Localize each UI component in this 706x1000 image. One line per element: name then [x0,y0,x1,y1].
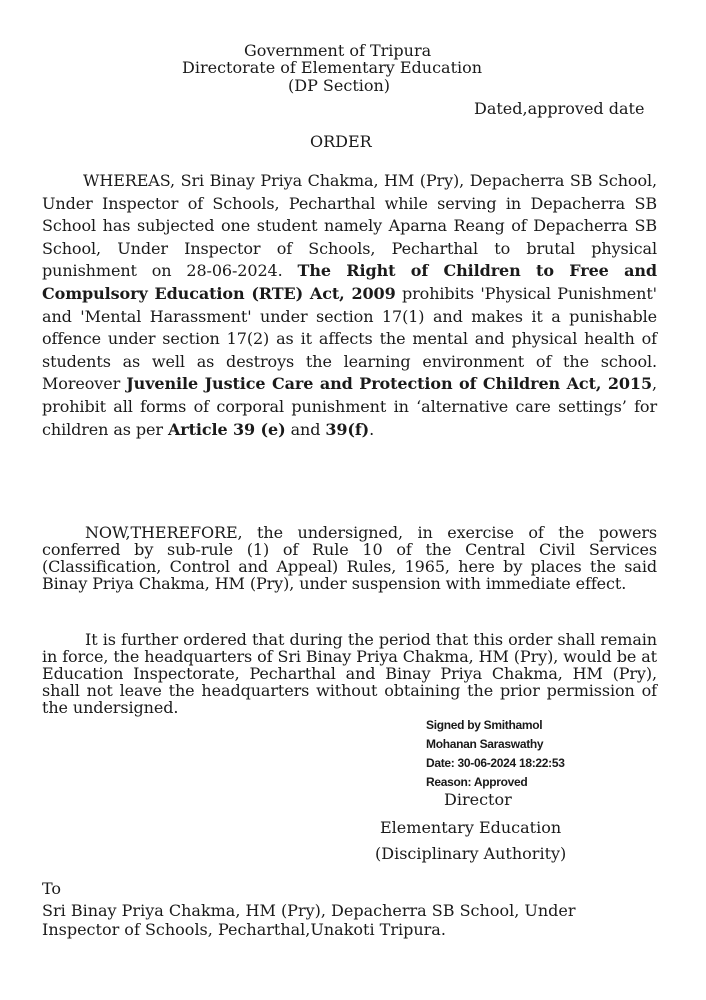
order-title: ORDER [310,132,372,151]
para1-text-4: and [285,419,326,439]
signature-date: Date: 30-06-2024 18:22:53 [426,756,565,770]
para1-text-3: , prohibit all forms of corporal punishment in ‘alternative care settings’ for children as per [42,374,658,439]
government-heading: Government of Tripura [244,41,432,60]
signer-name: Mohanan Saraswathy [426,737,544,751]
article-39e-reference: Article 39 (e) [167,419,286,439]
therefore-paragraph: NOW,THEREFORE, the undersigned, in exercise of the powers conferred by sub-rule (1) of Rule 10 of the Central Civil Services (Classification, Control and Appeal) Rules, 1965, here by places the said Binay Priya Chakma, HM (Pry), under suspension with immediate effect. [42,523,657,593]
para1-text-2: prohibits 'Physical Punishment' and 'Mental Harassment' under section 17(1) and makes it a punishable offence under section 17(2) as it affects the mental and physical health of students as well as destroys the learning environment of the school. Moreover [42,283,657,394]
section-heading: (DP Section) [288,76,391,95]
signed-by: Signed by Smithamol [426,718,543,732]
further-ordered-paragraph: It is further ordered that during the period that this order shall remain in force, the headquarters of Sri Binay Priya Chakma, HM (Pry), would be at Education Inspectorate, Pecharthal and Binay Priya Chakma, HM (Pry), shall not leave the headquarters without obtaining the prior permission of the undersigned. [42,630,657,717]
para1-text-5: . [369,419,375,439]
signatory-department: Elementary Education [380,818,562,837]
directorate-heading: Directorate of Elementary Education [182,58,483,77]
rte-act-reference: The Right of Children to Free and Compulsory Education (RTE) Act, 2009 [42,261,657,303]
recipient-line-2: Inspector of Schools, Pecharthal,Unakoti Tripura. [42,920,446,939]
recipient-to: To [42,879,62,898]
signature-reason: Reason: Approved [426,775,528,789]
whereas-paragraph [42,170,657,441]
juvenile-justice-act-reference: Juvenile Justice Care and Protection of Children Act, 2015 [126,374,653,394]
digital-signature-block [426,716,565,792]
recipient-line-1: Sri Binay Priya Chakma, HM (Pry), Depacherra SB School, Under [42,901,576,920]
signatory-authority: (Disciplinary Authority) [375,844,567,863]
article-39f-reference: 39(f) [325,419,370,439]
dated-line: Dated,approved date [474,99,645,118]
signatory-title: Director [444,790,512,809]
para1-text-1: WHEREAS, Sri Binay Priya Chakma, HM (Pry), Depacherra SB School, Under Inspector of Schools, Pecharthal while serving in Depacherra SB School has subjected one student namely Aparna Reang of Depacherra SB School, Under Inspector of Schools, Pecharthal to brutal physical punishment on 28-06-2024. [42,171,657,281]
